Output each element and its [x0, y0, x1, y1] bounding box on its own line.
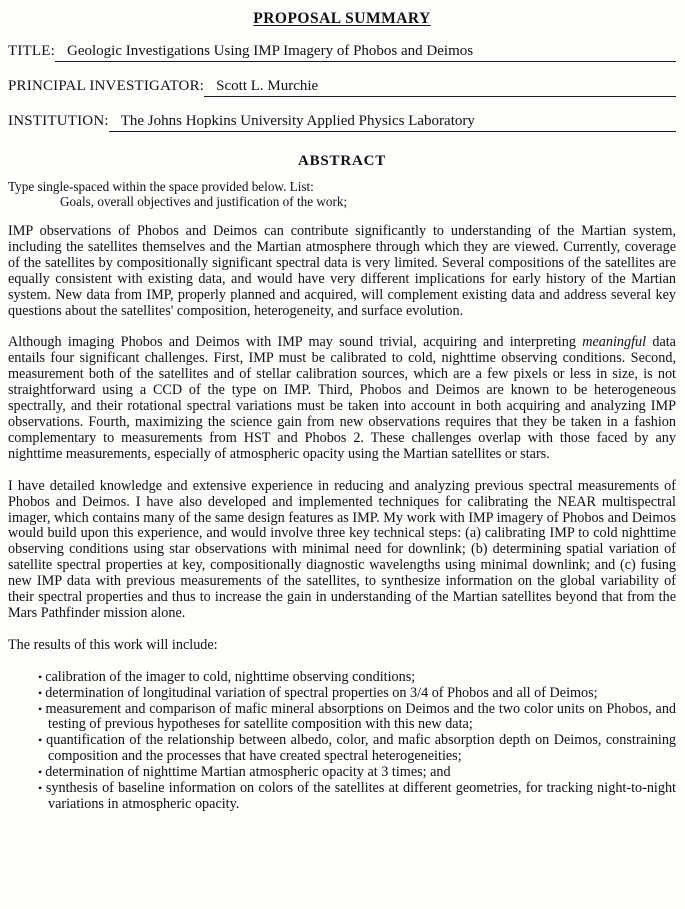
results-intro: The results of this work will include: [8, 636, 218, 653]
abstract-body [8, 224, 676, 813]
list-item: • determination of longitudinal variation of spectral properties on 3/4 of Phobos and all of Deimos; [38, 686, 676, 702]
paragraph-2-post: data entails four significant challenges. First, IMP must be calibrated to cold, nighttime observing conditions. Second, measurement both of the satellites and of stellar calibration sources, which are a few pixels or less in size, is not straightforward using a CCD of the type on IMP. Third, Phobos and Deimos are known to be heterogeneous spectrally, and their rotational spectral variations must be taken into account in both acquiring and analyzing IMP observations. Fourth, maximizing the science gain from new observations requires that they be taken in a fashion complementary to measurements from HST and Phobos 2. These challenges overlap with those faced by any nighttime measurements, especially of atmospheric opacity using the Martian satellites or stars. [8, 334, 676, 462]
title-field-value: Geologic Investigations Using IMP Imagery of Phobos and Deimos [55, 43, 676, 62]
list-item: • calibration of the imager to cold, nighttime observing conditions; [38, 670, 676, 686]
results-list [8, 670, 676, 813]
field-row-principal-investigator [8, 78, 676, 99]
pi-field-label: PRINCIPAL INVESTIGATOR: [8, 78, 205, 94]
instruction-line-1: Type single-spaced within the space provided below. List: [8, 179, 314, 194]
pi-field-value: Scott L. Murchie [204, 78, 676, 97]
instruction-line-2: Goals, overall objectives and justification of the work; [60, 194, 348, 209]
institution-field-label: INSTITUTION: [8, 113, 109, 129]
institution-field-value: The Johns Hopkins University Applied Physics Laboratory [109, 113, 676, 132]
page-title-text: PROPOSAL SUMMARY [253, 10, 431, 27]
list-item: • synthesis of baseline information on colors of the satellites at different geometries, for tracking night-to-night variations in atmospheric opacity. [38, 781, 676, 813]
abstract-instructions [8, 179, 676, 209]
field-row-title [8, 43, 676, 64]
abstract-paragraph-3: I have detailed knowledge and extensive experience in reducing and analyzing previous spectral measurements of Phobos and Deimos. I have also developed and implemented techniques for calibrating the NEAR multispectral imager, which contains many of the same design features as IMP. My work with IMP imagery of Phobos and Deimos would build upon this experience, and would involve three key technical steps: (a) calibrating IMP to cold nighttime observing conditions using star observations with minimal need for downlink; (b) determining spatial variation of satellite spectral properties at key, compositionally diagnostic wavelengths using minimal downlink; and (c) fusing new IMP data with previous measurements of the satellites, to synthesize information on the global variability of their spectral properties and thus to increase the gain in understanding of the Martian satellites beyond that from the Mars Pathfinder mission alone. [8, 477, 676, 621]
abstract-paragraph-2 [8, 335, 676, 462]
abstract-paragraph-1: IMP observations of Phobos and Deimos can contribute significantly to understanding of the Martian system, including the satellites themselves and the Martian atmosphere through which they are viewed. Currently, coverage of the satellites by compositionally significant spectral data is very limited. Several compositions of the satellites are equally consistent with existing data, and would have very different implications for early history of the Martian system. New data from IMP, properly planned and acquired, will complement existing data and address several key questions about the satellites' composition, heterogeneity, and surface evolution. [8, 223, 676, 319]
field-row-institution [8, 113, 676, 134]
page-title [8, 10, 676, 28]
list-item: • determination of nighttime Martian atmospheric opacity at 3 times; and [38, 765, 676, 781]
list-item: • quantification of the relationship between albedo, color, and mafic absorption depth on Deimos, constraining composition and the processes that have created spectral heterogeneities; [38, 733, 676, 765]
list-item: • measurement and comparison of mafic mineral absorptions on Deimos and the two color units on Phobos, and testing of previous hypotheses for satellite composition with this new data; [38, 702, 676, 734]
title-field-label: TITLE: [8, 43, 56, 59]
abstract-heading: ABSTRACT [297, 153, 387, 169]
paragraph-2-italic-word: meaningful [582, 334, 647, 351]
paragraph-2-pre: Although imaging Phobos and Deimos with IMP may sound trivial, acquiring and interpreting [8, 334, 583, 351]
